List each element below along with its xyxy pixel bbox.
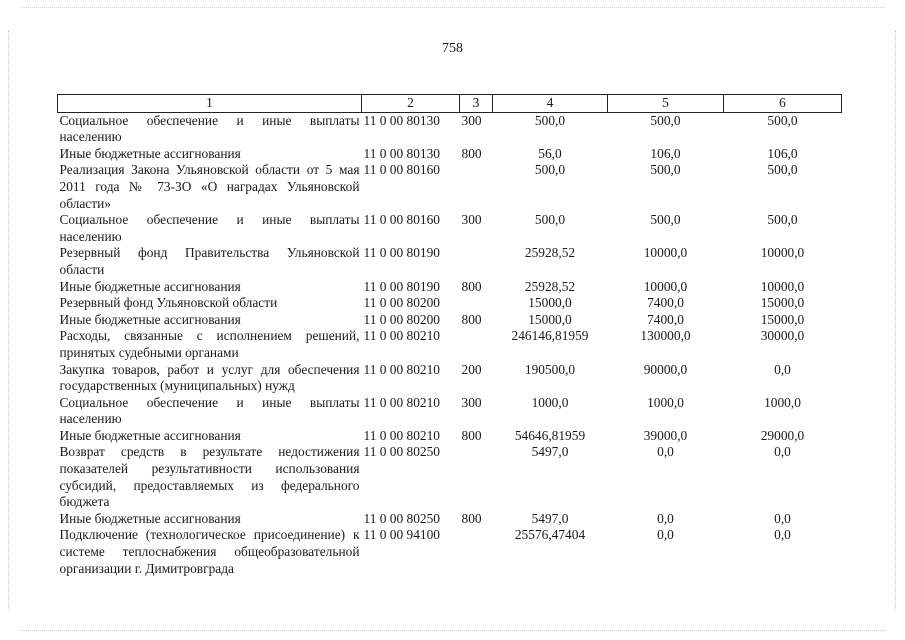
scan-edge-left: [8, 30, 10, 610]
row-vr: 800: [461, 510, 482, 526]
row-name: Закупка товаров, работ и услуг для обеспечения государственных (муниципальных) нужд: [59, 361, 360, 394]
row-vr: 800: [461, 278, 482, 294]
row-value-4: 15000,0: [528, 311, 572, 327]
header-row: [58, 95, 842, 113]
scan-edge-bottom: [20, 630, 885, 632]
table-row: [58, 212, 842, 245]
row-value-6: 500,0: [767, 212, 798, 228]
row-vr: 300: [461, 112, 482, 128]
row-value-4: 5497,0: [531, 444, 569, 460]
row-value-4: 56,0: [538, 145, 562, 161]
row-value-5: 500,0: [650, 212, 681, 228]
row-value-4: 5497,0: [531, 510, 569, 526]
table-row: [58, 328, 842, 361]
row-value-5: 500,0: [650, 112, 681, 128]
row-value-6: 106,0: [767, 145, 798, 161]
row-value-6: 0,0: [774, 444, 791, 460]
table-row: [58, 428, 842, 445]
scan-edge-right: [895, 30, 897, 610]
page-number: 758: [442, 41, 463, 56]
row-value-6: 0,0: [774, 527, 791, 543]
row-csr: 11 0 00 80210: [363, 328, 440, 344]
row-vr: [460, 245, 493, 278]
row-value-5: 7400,0: [647, 311, 684, 327]
row-name: Расходы, связанные с исполнением решений, принятых судебными органами: [59, 328, 360, 360]
col-header-6: 6: [724, 95, 842, 113]
row-vr: [460, 444, 493, 510]
row-name: Резервный фонд Правительства Ульяновской области: [59, 245, 360, 277]
row-value-4: 246146,81959: [511, 328, 589, 344]
table-row: [58, 146, 842, 163]
table-row: [58, 511, 842, 528]
row-value-5: 39000,0: [643, 427, 688, 443]
table-row: [58, 444, 842, 510]
table-row: [58, 362, 842, 395]
row-value-6: 0,0: [774, 361, 791, 377]
row-value-6: 0,0: [774, 510, 791, 526]
row-name: Иные бюджетные ассигнования: [59, 278, 241, 294]
row-vr: 800: [461, 145, 482, 161]
row-value-6: 10000,0: [760, 278, 805, 294]
row-value-4: 25928,52: [524, 245, 576, 261]
row-name: Социальное обеспечение и иные выплаты населению: [59, 212, 360, 244]
row-csr: 11 0 00 80130: [363, 145, 440, 161]
row-vr: [460, 527, 493, 577]
row-csr: 11 0 00 80250: [363, 444, 440, 460]
row-csr: 11 0 00 80130: [363, 112, 440, 128]
row-value-4: 500,0: [534, 112, 566, 128]
row-value-5: 10000,0: [643, 245, 688, 261]
row-value-6: 1000,0: [764, 394, 801, 410]
row-name: Иные бюджетные ассигнования: [59, 145, 241, 161]
row-value-5: 1000,0: [647, 394, 684, 410]
col-header-1: 1: [58, 95, 362, 113]
row-name: Возврат средств в результате недостижения показателей результативности использования субсидий, предоставляемых из федерального бюджета: [59, 444, 360, 510]
row-value-4: 190500,0: [524, 361, 576, 377]
row-csr: 11 0 00 80210: [363, 361, 440, 377]
table-row: [58, 295, 842, 312]
row-vr: 300: [461, 394, 482, 410]
row-value-5: 0,0: [657, 510, 674, 526]
budget-table: [57, 94, 842, 577]
table-row: [58, 245, 842, 278]
row-name: Реализация Закона Ульяновской области от 5 мая 2011 года № 73-ЗО «О наградах Ульяновской области»: [59, 162, 360, 211]
row-vr: [460, 328, 493, 361]
table-row: [58, 395, 842, 428]
row-value-5: 500,0: [650, 162, 681, 178]
row-name: Социальное обеспечение и иные выплаты населению: [59, 112, 360, 145]
row-csr: 11 0 00 80160: [363, 212, 440, 228]
row-value-4: 25576,47404: [514, 527, 586, 543]
row-csr: 11 0 00 80190: [363, 278, 440, 294]
table-row: [58, 527, 842, 577]
row-vr: 200: [461, 361, 482, 377]
row-value-6: 29000,0: [760, 427, 805, 443]
table-row: [58, 279, 842, 296]
row-value-6: 500,0: [767, 112, 798, 128]
row-value-4: 500,0: [534, 212, 566, 228]
row-value-6: 10000,0: [760, 245, 805, 261]
row-vr: [460, 162, 493, 212]
row-vr: 300: [461, 212, 482, 228]
row-value-4: 1000,0: [531, 394, 569, 410]
row-vr: 800: [461, 427, 482, 443]
row-value-4: 54646,81959: [514, 427, 586, 443]
row-name: Иные бюджетные ассигнования: [59, 427, 241, 443]
scan-edge-top: [20, 7, 885, 9]
row-name: Иные бюджетные ассигнования: [59, 311, 241, 327]
row-value-6: 15000,0: [760, 295, 805, 311]
row-csr: 11 0 00 80210: [363, 427, 440, 443]
row-csr: 11 0 00 80210: [363, 394, 440, 410]
table-row: [58, 162, 842, 212]
col-header-2: 2: [362, 95, 460, 113]
row-csr: 11 0 00 80200: [363, 295, 440, 311]
row-value-5: 90000,0: [643, 361, 688, 377]
row-csr: 11 0 00 80250: [363, 510, 440, 526]
row-csr: 11 0 00 94100: [363, 527, 440, 543]
row-value-6: 30000,0: [760, 328, 805, 344]
row-value-5: 130000,0: [640, 328, 691, 344]
col-header-4: 4: [493, 95, 608, 113]
row-vr: 800: [461, 311, 482, 327]
row-name: Резервный фонд Ульяновской области: [59, 295, 278, 311]
table-body: [58, 112, 842, 577]
col-header-3: 3: [460, 95, 493, 113]
table-row: [58, 112, 842, 146]
row-value-4: 15000,0: [528, 295, 572, 311]
row-name: Подключение (технологическое присоединение) к системе теплоснабжения общеобразовательной организации г. Димитровграда: [59, 527, 360, 576]
row-csr: 11 0 00 80190: [363, 245, 440, 261]
row-value-5: 106,0: [650, 145, 681, 161]
col-header-5: 5: [608, 95, 724, 113]
row-csr: 11 0 00 80200: [363, 311, 440, 327]
row-csr: 11 0 00 80160: [363, 162, 440, 178]
row-value-5: 10000,0: [643, 278, 688, 294]
row-value-5: 7400,0: [647, 295, 684, 311]
row-value-4: 25928,52: [524, 278, 576, 294]
row-value-4: 500,0: [534, 162, 566, 178]
row-vr: [460, 295, 493, 312]
row-name: Иные бюджетные ассигнования: [59, 510, 241, 526]
row-value-6: 15000,0: [760, 311, 805, 327]
row-value-5: 0,0: [657, 444, 674, 460]
table-row: [58, 312, 842, 329]
row-name: Социальное обеспечение и иные выплаты населению: [59, 394, 360, 427]
row-value-6: 500,0: [767, 162, 798, 178]
row-value-5: 0,0: [657, 527, 674, 543]
